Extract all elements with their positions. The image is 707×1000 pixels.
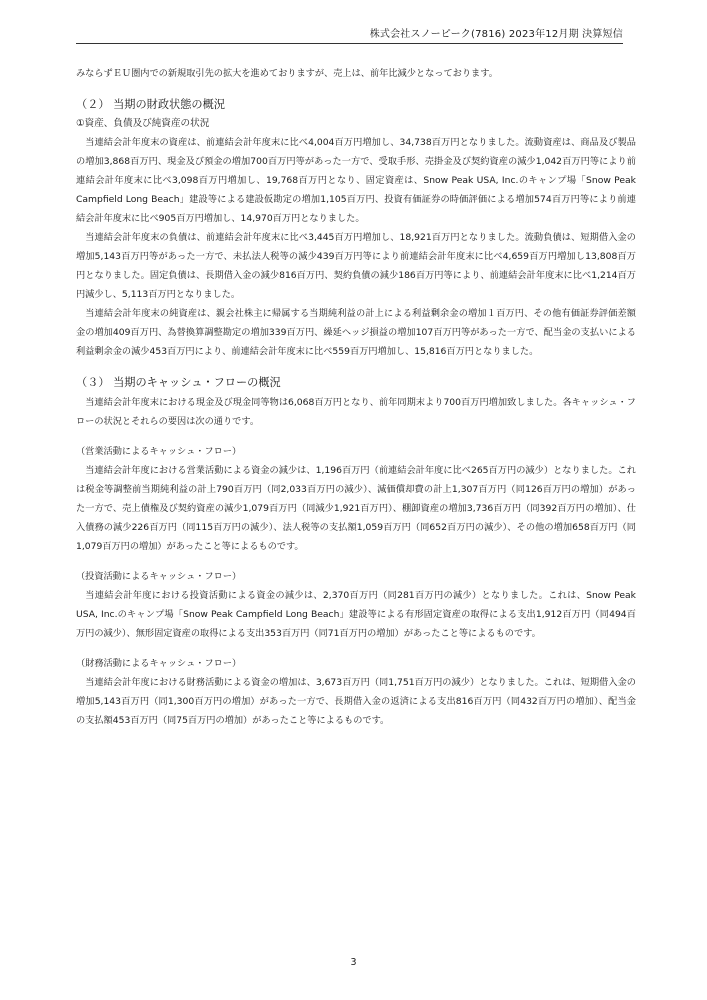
liabilities-paragraph: 当連結会計年度末の負債は、前連結会計年度末に比べ3,445百万円増加し、18,921百万円となりました。流動負債は、短期借入金の増加5,143百万円等があった一方で、未払法人税等の減少439百万円等により前連結会計年度末に比べ4,659百万円増加し13,808百万円となりました。固定負債は、長期借入金の減少816百万円、契約負債の減少186百万円等により、前連結会計年度末に比べ1,214百万円減少し、5,113百万円となりました。 xyxy=(76,232,636,300)
page-number: 3 xyxy=(350,957,357,968)
page-content xyxy=(76,64,636,730)
cash-flow-summary-paragraph: 当連結会計年度末における現金及び現金同等物は6,068百万円となり、前年同期末より700百万円増加致しました。各キャッシュ・フローの状況とそれらの要因は次の通りです。 xyxy=(76,397,636,427)
net-assets-paragraph: 当連結会計年度末の純資産は、親会社株主に帰属する当期純利益の計上による利益剰余金の増加１百万円、その他有価証券評価差額金の増加409百万円、為替換算調整勘定の増加339百万円、繰延ヘッジ損益の増加107百万円等があった一方で、配当金の支払いによる利益剰余金の減少453百万円により、前連結会計年度末に比べ559百万円増加し、15,816百万円となりました。 xyxy=(76,308,636,357)
section-2-subheading: ①資産、負債及び純資産の状況 xyxy=(76,118,210,129)
operating-cf-title: （営業活動によるキャッシュ・フロー） xyxy=(76,446,242,457)
financing-cf-title: （財務活動によるキャッシュ・フロー） xyxy=(76,658,242,669)
financing-cf-paragraph: 当連結会計年度における財務活動による資金の増加は、3,673百万円（同1,751百万円の減少）となりました。これは、短期借入金の増加5,143百万円（同1,300百万円の増加）があった一方で、長期借入金の返済による支出816百万円（同432百万円の増加）、配当金の支払額453百万円（同75百万円の増加）があったこと等によるものです。 xyxy=(76,677,636,726)
operating-cf-paragraph: 当連結会計年度における営業活動による資金の減少は、1,196百万円（前連結会計年度に比べ265百万円の減少）となりました。これは税金等調整前当期純利益の計上790百万円（同2,033百万円の減少）、減価償却費の計上1,307百万円（同126百万円の増加）があった一方で、売上債権及び契約資産の減少1,079百万円（同減少1,921百万円）、棚卸資産の増加3,736百万円（同392百万円の増加）、仕入債務の減少226百万円（同115百万円の減少）、法人税等の支払額1,059百万円（同652百万円の減少）、その他の増加658百万円（同1,079百万円の増加）があったこと等によるものです。 xyxy=(76,465,636,552)
section-3-heading: （３） 当期のキャッシュ・フローの概況 xyxy=(76,376,281,389)
section-2-heading: （２） 当期の財政状態の概況 xyxy=(76,98,225,111)
intro-paragraph: みならずＥＵ圏内での新規取引先の拡大を進めておりますが、売上は、前年比減少となっております。 xyxy=(76,68,498,79)
assets-paragraph: 当連結会計年度末の資産は、前連結会計年度末に比べ4,004百万円増加し、34,738百万円となりました。流動資産は、商品及び製品の増加3,868百万円、現金及び預金の増加700百万円等があった一方で、受取手形、売掛金及び契約資産の減少1,042百万円等により前連結会計年度末に比べ3,098百万円増加し、19,768百万円となり、固定資産は、Snow Peak USA, Inc.のキャンプ場「Snow Peak Campfield Long Beach」建設等による建設仮勘定の増加1,105百万円、投資有価証券の時価評価による増加574百万円等により前連結会計年度末に比べ905百万円増加し、14,970百万円となりました。 xyxy=(76,137,636,224)
document-header: 株式会社スノーピーク(7816) 2023年12月期 決算短信 xyxy=(76,25,623,44)
investing-cf-title: （投資活動によるキャッシュ・フロー） xyxy=(76,571,242,582)
investing-cf-paragraph: 当連結会計年度における投資活動による資金の減少は、2,370百万円（同281百万円の減少）となりました。これは、Snow Peak USA, Inc.のキャンプ場「Snow Peak Campfield Long Beach」建設等による有形固定資産の取得による支出1,912百万円（同494百万円の減少）、無形固定資産の取得による支出353百万円（同71百万円の増加）があったこと等によるものです。 xyxy=(76,590,636,639)
